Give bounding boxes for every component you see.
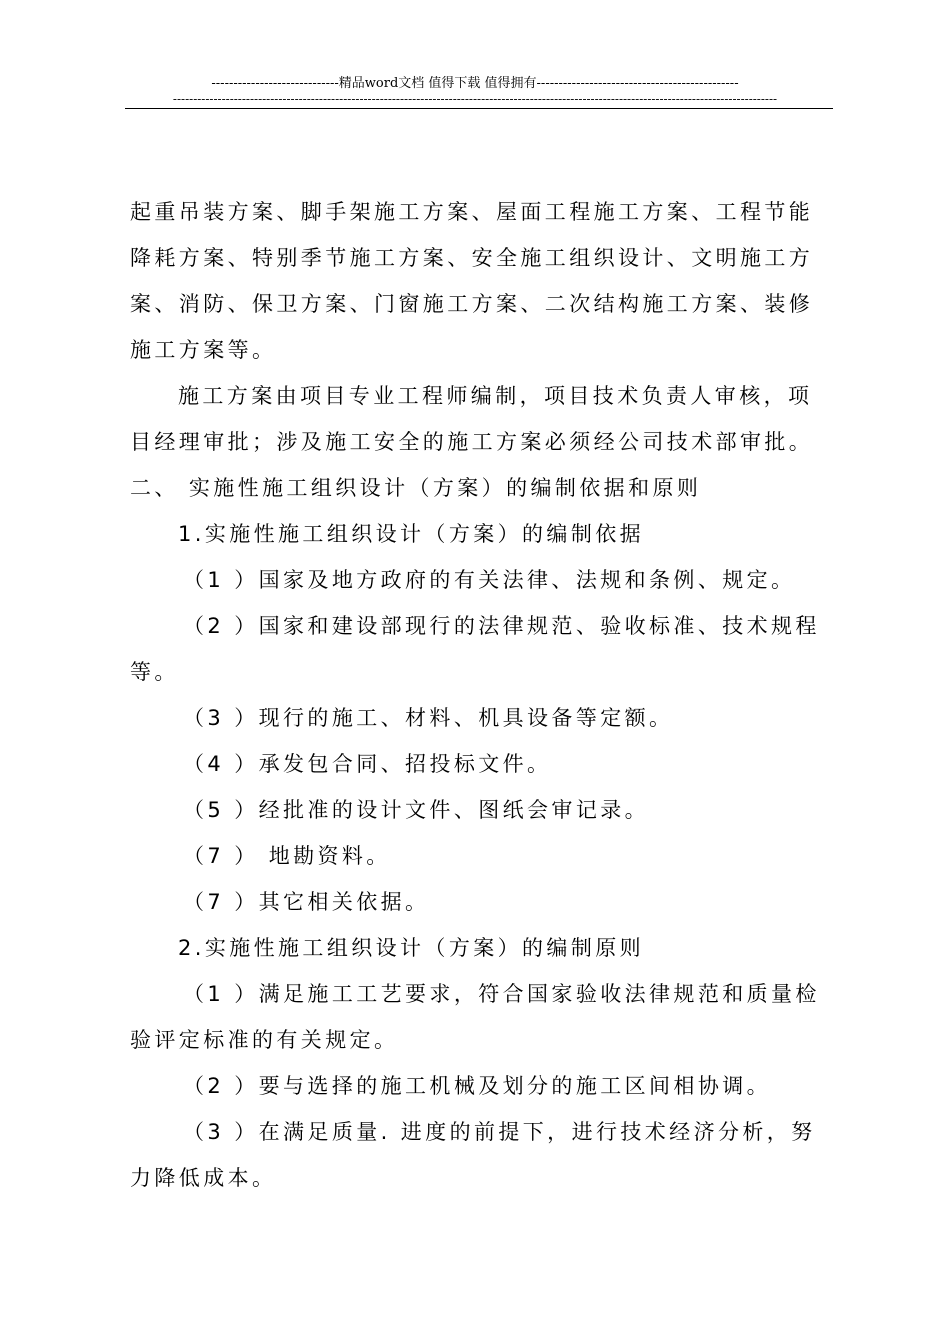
body-line: 施工方案由项目专业工程师编制，项目技术负责人审核，项 <box>178 384 813 408</box>
list-item-continuation: 等。 <box>130 660 179 684</box>
body-line: 降耗方案、特别季节施工方案、安全施工组织设计、文明施工方 <box>130 246 814 270</box>
section-heading: 二、 实施性施工组织设计（方案）的编制依据和原则 <box>130 476 702 500</box>
list-item: （1 ）满足施工工艺要求，符合国家验收法律规范和质量检 <box>183 982 820 1006</box>
subsection-heading: 2.实施性施工组织设计（方案）的编制原则 <box>178 936 645 960</box>
list-item: （7 ）其它相关依据。 <box>183 890 430 914</box>
body-line: 目经理审批；涉及施工安全的施工方案必须经公司技术部审批。 <box>130 430 814 454</box>
list-item: （7 ） 地勘资料。 <box>183 844 391 868</box>
page-header-banner: -----------------------------精品word文档 值得下载 值得拥有---------------------------------------------- <box>211 76 739 91</box>
body-line: 起重吊装方案、脚手架施工方案、屋面工程施工方案、工程节能 <box>130 200 814 224</box>
page-header-dashes: ----------------------------------------------------------------------------------------------------------------------------------------------------- <box>172 92 778 106</box>
header-rule <box>125 108 833 109</box>
list-item-continuation: 验评定标准的有关规定。 <box>130 1028 399 1052</box>
list-item: （5 ）经批准的设计文件、图纸会审记录。 <box>183 798 650 822</box>
list-item: （2 ）国家和建设部现行的法律规范、验收标准、技术规程 <box>183 614 820 638</box>
list-item-continuation: 力降低成本。 <box>130 1166 277 1190</box>
list-item: （1 ）国家及地方政府的有关法律、法规和条例、规定。 <box>183 568 796 592</box>
list-item: （4 ）承发包合同、招投标文件。 <box>183 752 552 776</box>
list-item: （3 ）现行的施工、材料、机具设备等定额。 <box>183 706 674 730</box>
body-line: 案、消防、保卫方案、门窗施工方案、二次结构施工方案、装修 <box>130 292 814 316</box>
subsection-heading: 1.实施性施工组织设计（方案）的编制依据 <box>178 522 645 546</box>
list-item: （2 ）要与选择的施工机械及划分的施工区间相协调。 <box>183 1074 772 1098</box>
list-item: （3 ）在满足质量. 进度的前提下，进行技术经济分析，努 <box>183 1120 816 1144</box>
body-line: 施工方案等。 <box>130 338 277 362</box>
